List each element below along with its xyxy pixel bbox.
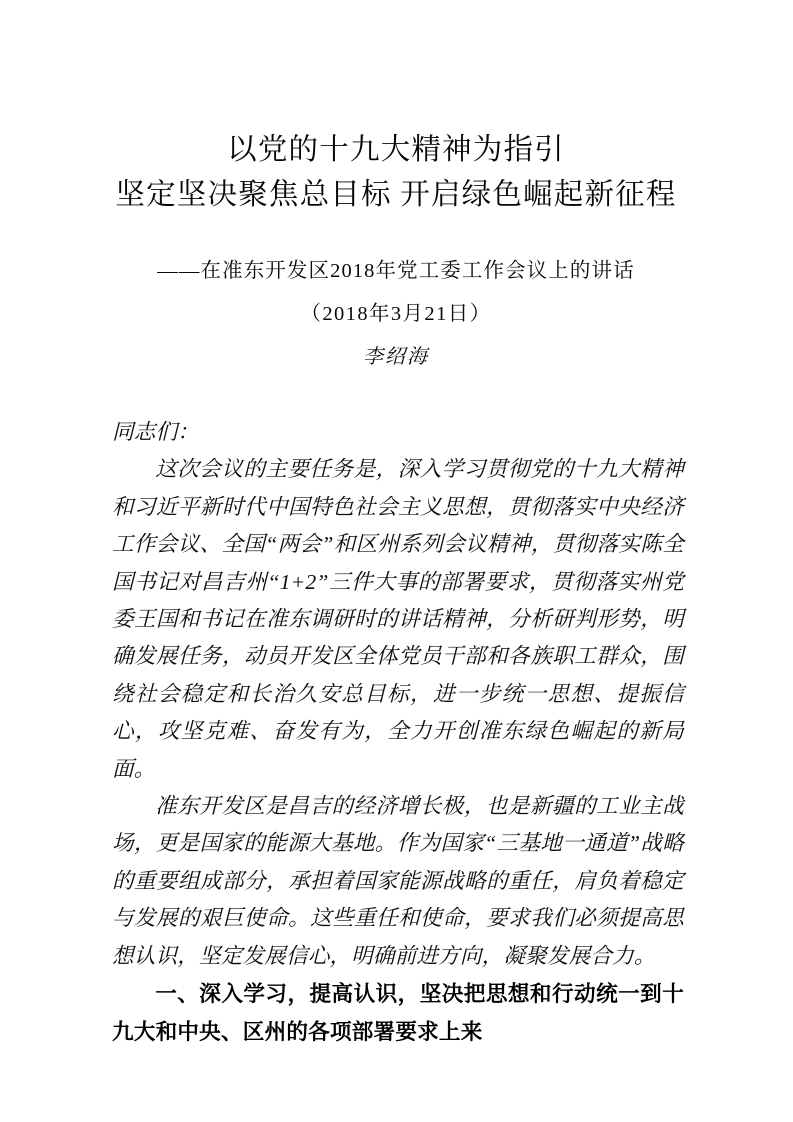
document-date: （2018年3月21日） (300, 303, 492, 325)
body-paragraph-2: 准东开发区是昌吉的经济增长极，也是新疆的工业主战场，更是国家的能源大基地。作为国家“三基地一通道”战略的重要组成部分，承担着国家能源战略的重任，肩负着稳定与发展的艰巨使命。这些重任和使命，要求我们必须提高思想认识，坚定发展信心，明确前进方向，凝聚发展合力。 (112, 794, 684, 968)
title-line-2: 坚定坚决聚焦总目标 开启绿色崛起新征程 (115, 179, 677, 211)
salutation: 同志们： (112, 420, 199, 444)
document-author: 李绍海 (363, 346, 429, 368)
document-title (96, 128, 696, 218)
document-subtitle: ——在准东开发区2018年党工委工作会议上的讲话 (157, 260, 635, 282)
document-body (112, 414, 684, 1050)
title-line-1: 以党的十九大精神为指引 (227, 134, 565, 166)
body-paragraph-1: 这次会议的主要任务是，深入学习贯彻党的十九大精神和习近平新时代中国特色社会主义思想，贯彻落实中央经济工作会议、全国“两会”和区州系列会议精神，贯彻落实陈全国书记对昌吉州“1+2”三件大事的部署要求，贯彻落实州党委王国和书记在准东调研时的讲话精神，分析研判形势，明确发展任务，动员开发区全体党员干部和各族职工群众，围绕社会稳定和长治久安总目标，进一步统一思想、提振信心，攻坚克难、奋发有为，全力开创准东绿色崛起的新局面。 (112, 457, 684, 781)
section-heading-1: 一、深入学习，提高认识，坚决把思想和行动统一到十九大和中央、区州的各项部署要求上来 (112, 981, 684, 1044)
